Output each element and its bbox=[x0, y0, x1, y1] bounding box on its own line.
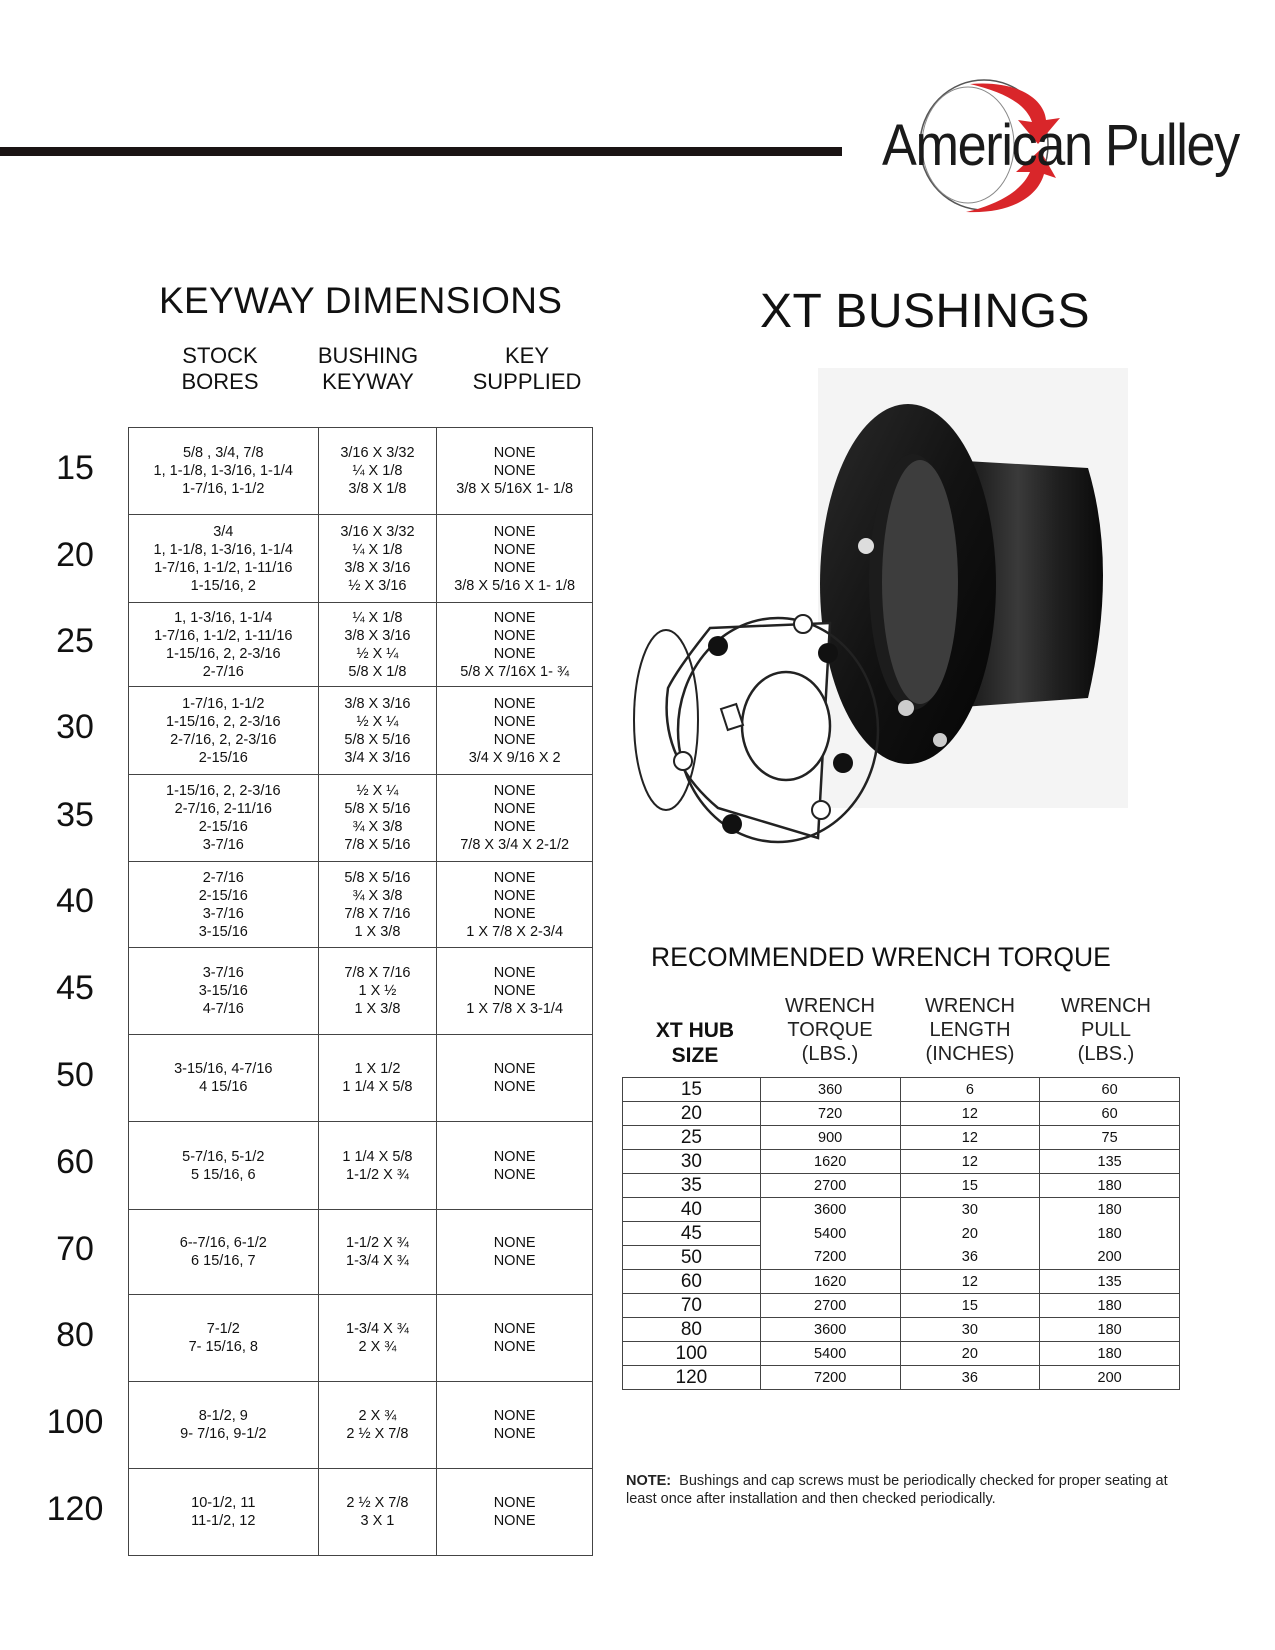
table-row bbox=[129, 515, 593, 603]
cell-line: NONE bbox=[493, 713, 536, 730]
cell-line: NONE bbox=[493, 1253, 536, 1269]
table-row bbox=[129, 1122, 593, 1210]
bushing-size-label: 60 bbox=[56, 1143, 94, 1181]
header-wrench-torque bbox=[770, 994, 890, 1066]
cell-line: NONE bbox=[493, 445, 536, 461]
brand-name: American Pulley bbox=[882, 113, 1239, 178]
bushing-keyway-cell bbox=[318, 1469, 437, 1556]
cell-line: 1-7/16, 1-1/2, 1-11/16 bbox=[154, 559, 293, 576]
table-row bbox=[623, 1318, 1180, 1342]
wrench-pull-cell: 180 bbox=[1040, 1198, 1180, 1222]
bushing-size-label: 80 bbox=[56, 1315, 94, 1354]
bushing-size-label: 45 bbox=[56, 968, 94, 1007]
hub-size-cell: 100 bbox=[623, 1342, 761, 1366]
torque-title: RECOMMENDED WRENCH TORQUE bbox=[651, 942, 1111, 972]
wrench-pull-cell: 135 bbox=[1040, 1270, 1180, 1294]
wrench-torque-cell: 1620 bbox=[760, 1150, 900, 1174]
torque-table bbox=[622, 1077, 1180, 1390]
stock-bores-cell bbox=[129, 1382, 319, 1469]
header-line: (LBS.) bbox=[801, 1043, 859, 1065]
cell-line: 3-7/16 bbox=[202, 905, 244, 922]
bushing-keyway-cell bbox=[318, 1382, 437, 1469]
table-row bbox=[129, 1210, 593, 1295]
wrench-torque-cell: 7200 bbox=[760, 1366, 900, 1390]
table-row bbox=[129, 603, 593, 687]
table-row bbox=[129, 1035, 593, 1122]
cell-line: 5-7/16, 5-1/2 bbox=[182, 1148, 265, 1165]
bushing-keyway-cell bbox=[318, 862, 437, 948]
wrench-torque-cell: 900 bbox=[760, 1126, 900, 1150]
cell-line: 3/4 X 9/16 X 2 bbox=[468, 749, 561, 766]
bushing-size-label: 50 bbox=[56, 1055, 94, 1094]
key-supplied-cell bbox=[437, 948, 593, 1035]
cell-line: NONE bbox=[493, 609, 536, 626]
wrench-pull-cell: 200 bbox=[1040, 1246, 1180, 1270]
key-supplied-cell bbox=[437, 428, 593, 515]
table-row bbox=[623, 1126, 1180, 1150]
cell-line: NONE bbox=[493, 1339, 536, 1355]
cell-line: ¾ X 3/8 bbox=[352, 887, 403, 904]
bushing-keyway-cell bbox=[318, 603, 437, 687]
xt-bushings-title: XT BUSHINGS bbox=[760, 285, 1091, 338]
cell-line: 3/8 X 3/16 bbox=[344, 695, 411, 712]
bushing-keyway-cell bbox=[318, 775, 437, 862]
cell-line: 1 X ½ bbox=[358, 983, 397, 999]
cell-line: 5 15/16, 6 bbox=[191, 1166, 256, 1183]
hub-size-cell: 50 bbox=[623, 1246, 761, 1270]
cell-line: 5/8 X 5/16 bbox=[344, 731, 411, 748]
bushing-size-label: 40 bbox=[56, 882, 94, 920]
cell-line: 3-7/16 bbox=[202, 837, 244, 853]
header-line: (LBS.) bbox=[1077, 1043, 1135, 1065]
wrench-length-cell: 36 bbox=[900, 1366, 1040, 1390]
wrench-torque-cell: 1620 bbox=[760, 1270, 900, 1294]
wrench-length-cell: 30 bbox=[900, 1198, 1040, 1222]
cell-line: 1-3/4 X ¾ bbox=[346, 1321, 409, 1337]
cell-line: 3/8 X 5/16X 1- 1/8 bbox=[456, 481, 574, 497]
table-row bbox=[623, 1150, 1180, 1174]
bushing-size-label: 100 bbox=[46, 1402, 104, 1441]
hub-size-cell: 20 bbox=[623, 1102, 761, 1126]
hub-size-cell: 70 bbox=[623, 1294, 761, 1318]
stock-bores-cell bbox=[129, 948, 319, 1035]
header-line: BORES bbox=[181, 369, 259, 394]
wrench-length-cell: 20 bbox=[900, 1342, 1040, 1366]
cell-line: 2-7/16 bbox=[202, 663, 244, 680]
key-supplied-cell bbox=[437, 1122, 593, 1210]
stock-bores-cell bbox=[129, 1210, 319, 1295]
header-wrench-length bbox=[910, 994, 1030, 1066]
bushing-keyway-cell bbox=[318, 1035, 437, 1122]
table-row bbox=[129, 1295, 593, 1382]
hub-size-cell: 25 bbox=[623, 1126, 761, 1150]
cell-line: NONE bbox=[493, 887, 536, 904]
header-line: WRENCH bbox=[785, 995, 875, 1017]
keyway-table bbox=[128, 427, 593, 1556]
cell-line: NONE bbox=[493, 965, 536, 981]
hub-size-cell: 30 bbox=[623, 1150, 761, 1174]
wrench-torque-cell: 360 bbox=[760, 1078, 900, 1102]
cell-line: NONE bbox=[493, 627, 536, 644]
cell-line: 1 X 7/8 X 2-3/4 bbox=[466, 923, 564, 940]
bushing-keyway-cell bbox=[318, 1210, 437, 1295]
cell-line: NONE bbox=[493, 731, 536, 748]
header-line: LENGTH bbox=[929, 1019, 1011, 1041]
wrench-length-cell: 20 bbox=[900, 1222, 1040, 1246]
table-row bbox=[623, 1222, 1180, 1246]
table-row bbox=[623, 1342, 1180, 1366]
cell-line: NONE bbox=[493, 645, 536, 662]
cell-line: NONE bbox=[493, 541, 536, 558]
cell-line: ½ X ¼ bbox=[356, 713, 399, 730]
cell-line: 5/8 , 3/4, 7/8 bbox=[182, 445, 264, 461]
cell-line: 3/4 X 3/16 bbox=[344, 749, 411, 766]
cell-line: 2-15/16 bbox=[198, 819, 248, 835]
keyway-title: KEYWAY DIMENSIONS bbox=[159, 280, 563, 321]
header-line: TORQUE bbox=[787, 1019, 873, 1041]
table-row bbox=[623, 1078, 1180, 1102]
cell-line: NONE bbox=[493, 1061, 536, 1077]
cell-line: NONE bbox=[493, 1235, 536, 1251]
cell-line: 3 X 1 bbox=[360, 1513, 395, 1529]
cell-line: 3/8 X 5/16 X 1- 1/8 bbox=[454, 577, 576, 594]
hub-size-cell: 45 bbox=[623, 1222, 761, 1246]
cell-line: 1 X 3/8 bbox=[354, 1001, 401, 1017]
cell-line: 1-15/16, 2 bbox=[190, 577, 256, 594]
cell-line: NONE bbox=[493, 983, 536, 999]
cell-line: 2-7/16, 2-11/16 bbox=[174, 801, 272, 817]
stock-bores-cell bbox=[129, 1295, 319, 1382]
wrench-length-cell: 12 bbox=[900, 1150, 1040, 1174]
header-line: WRENCH bbox=[925, 995, 1015, 1017]
stock-bores-cell bbox=[129, 1469, 319, 1556]
cell-line: NONE bbox=[493, 1426, 536, 1442]
cell-line: ¼ X 1/8 bbox=[352, 541, 403, 558]
cell-line: 7/8 X 7/16 bbox=[344, 905, 411, 922]
wrench-torque-cell: 3600 bbox=[760, 1318, 900, 1342]
table-row bbox=[129, 862, 593, 948]
cell-line: 1 X 1/2 bbox=[354, 1061, 401, 1077]
cell-line: 1-1/2 X ¾ bbox=[346, 1166, 409, 1183]
stock-bores-cell bbox=[129, 603, 319, 687]
cell-line: 5/8 X 7/16X 1- ¾ bbox=[460, 663, 570, 680]
wrench-torque-cell: 5400 bbox=[760, 1342, 900, 1366]
cell-line: 8-1/2, 9 bbox=[198, 1408, 248, 1424]
cell-line: NONE bbox=[493, 1408, 536, 1424]
cell-line: 2 X ¾ bbox=[358, 1339, 397, 1355]
wrench-length-cell: 36 bbox=[900, 1246, 1040, 1270]
bushing-size-label: 20 bbox=[56, 536, 94, 574]
cell-line: 1-7/16, 1-1/2 bbox=[182, 695, 265, 712]
table-row bbox=[623, 1174, 1180, 1198]
cell-line: 2-7/16 bbox=[202, 869, 244, 886]
cell-line: ¼ X 1/8 bbox=[352, 609, 403, 626]
wrench-length-cell: 15 bbox=[900, 1174, 1040, 1198]
cell-line: NONE bbox=[493, 463, 536, 479]
header-line: PULL bbox=[1080, 1019, 1132, 1041]
header-stock-bores bbox=[160, 343, 280, 395]
cell-line: 3-15/16 bbox=[198, 923, 248, 940]
wrench-torque-cell: 2700 bbox=[760, 1174, 900, 1198]
cell-line: 1 X 7/8 X 3-1/4 bbox=[466, 1001, 564, 1017]
wrench-length-cell: 12 bbox=[900, 1270, 1040, 1294]
cell-line: 7/8 X 5/16 bbox=[344, 837, 411, 853]
bushing-size-label: 120 bbox=[46, 1489, 104, 1528]
bushing-size-label: 70 bbox=[56, 1229, 94, 1268]
wrench-length-cell: 12 bbox=[900, 1126, 1040, 1150]
cell-line: 2 ½ X 7/8 bbox=[346, 1426, 409, 1442]
hub-size-cell: 40 bbox=[623, 1198, 761, 1222]
cell-line: 1 1/4 X 5/8 bbox=[342, 1079, 413, 1095]
wrench-torque-cell: 720 bbox=[760, 1102, 900, 1126]
cell-line: NONE bbox=[493, 801, 536, 817]
wrench-torque-cell: 3600 bbox=[760, 1198, 900, 1222]
cell-line: 2 ½ X 7/8 bbox=[346, 1495, 409, 1511]
cell-line: 5/8 X 5/16 bbox=[344, 801, 411, 817]
wrench-pull-cell: 180 bbox=[1040, 1222, 1180, 1246]
table-row bbox=[129, 428, 593, 515]
header-line: WRENCH bbox=[1061, 995, 1151, 1017]
cell-line: 1 X 3/8 bbox=[354, 923, 401, 940]
cell-line: 4 15/16 bbox=[199, 1079, 248, 1095]
key-supplied-cell bbox=[437, 687, 593, 775]
wrench-pull-cell: 180 bbox=[1040, 1342, 1180, 1366]
cell-line: 1-15/16, 2, 2-3/16 bbox=[166, 645, 281, 662]
wrench-pull-cell: 180 bbox=[1040, 1294, 1180, 1318]
cell-line: ¾ X 3/8 bbox=[352, 819, 403, 835]
wrench-torque-cell: 5400 bbox=[760, 1222, 900, 1246]
stock-bores-cell bbox=[129, 1122, 319, 1210]
cell-line: NONE bbox=[493, 695, 536, 712]
header-line: KEYWAY bbox=[322, 369, 414, 394]
header-key-supplied bbox=[462, 343, 592, 395]
cell-line: ¼ X 1/8 bbox=[352, 463, 403, 479]
table-row bbox=[129, 1382, 593, 1469]
cell-line: 5/8 X 1/8 bbox=[348, 663, 407, 680]
cell-line: 3/8 X 3/16 bbox=[344, 627, 411, 644]
maintenance-note bbox=[626, 1472, 1186, 1508]
table-row bbox=[623, 1294, 1180, 1318]
cell-line: 3-15/16, 4-7/16 bbox=[174, 1061, 273, 1077]
cell-line: 7- 15/16, 8 bbox=[188, 1339, 258, 1355]
bushing-keyway-cell bbox=[318, 1122, 437, 1210]
stock-bores-cell bbox=[129, 515, 319, 603]
hub-size-cell: 35 bbox=[623, 1174, 761, 1198]
cell-line: 1-7/16, 1-1/2 bbox=[182, 481, 265, 497]
cell-line: 1-7/16, 1-1/2, 1-11/16 bbox=[154, 627, 293, 644]
cell-line: NONE bbox=[493, 783, 536, 799]
bushing-keyway-cell bbox=[318, 1295, 437, 1382]
cell-line: 1-1/2 X ¾ bbox=[346, 1235, 409, 1251]
key-supplied-cell bbox=[437, 1382, 593, 1469]
wrench-pull-cell: 60 bbox=[1040, 1078, 1180, 1102]
cell-line: 2 X ¾ bbox=[358, 1408, 397, 1424]
cell-line: 7/8 X 3/4 X 2-1/2 bbox=[460, 837, 570, 853]
wrench-pull-cell: 200 bbox=[1040, 1366, 1180, 1390]
cell-line: NONE bbox=[493, 1513, 536, 1529]
table-row bbox=[623, 1102, 1180, 1126]
note-label: NOTE: bbox=[626, 1473, 672, 1489]
hub-size-cell: 15 bbox=[623, 1078, 761, 1102]
header-hub-size bbox=[650, 1018, 740, 1068]
wrench-pull-cell: 135 bbox=[1040, 1150, 1180, 1174]
wrench-pull-cell: 75 bbox=[1040, 1126, 1180, 1150]
cell-line: 6 15/16, 7 bbox=[191, 1253, 256, 1269]
cell-line: NONE bbox=[493, 869, 536, 886]
cell-line: 2-15/16 bbox=[198, 887, 248, 904]
bushing-size-label: 15 bbox=[56, 448, 94, 487]
header-line: BUSHING bbox=[317, 343, 419, 368]
header-line: SIZE bbox=[671, 1044, 719, 1067]
key-supplied-cell bbox=[437, 1295, 593, 1382]
key-supplied-cell bbox=[437, 515, 593, 603]
note-text: Bushings and cap screws must be periodically checked for proper seating at least once after installation and then checked periodically. bbox=[626, 1473, 1168, 1507]
stock-bores-cell bbox=[129, 428, 319, 515]
stock-bores-cell bbox=[129, 775, 319, 862]
key-supplied-cell bbox=[437, 1210, 593, 1295]
wrench-length-cell: 30 bbox=[900, 1318, 1040, 1342]
cell-line: 2-15/16 bbox=[198, 749, 248, 766]
cell-line: 4-7/16 bbox=[202, 1001, 244, 1017]
bushing-keyway-cell bbox=[318, 948, 437, 1035]
cell-line: 1, 1-1/8, 1-3/16, 1-1/4 bbox=[153, 463, 293, 479]
cell-line: 6--7/16, 6-1/2 bbox=[179, 1235, 267, 1251]
key-supplied-cell bbox=[437, 862, 593, 948]
bushing-keyway-cell bbox=[318, 687, 437, 775]
table-row bbox=[623, 1366, 1180, 1390]
header-line: XT HUB bbox=[655, 1019, 735, 1042]
key-supplied-cell bbox=[437, 603, 593, 687]
american-pulley-logo bbox=[866, 78, 1239, 228]
cell-line: 9- 7/16, 9-1/2 bbox=[180, 1426, 267, 1442]
table-row bbox=[623, 1270, 1180, 1294]
cell-line: 3/4 bbox=[213, 523, 234, 540]
hub-size-cell: 120 bbox=[623, 1366, 761, 1390]
key-supplied-cell bbox=[437, 775, 593, 862]
cell-line: NONE bbox=[493, 559, 536, 576]
bushing-size-label: 35 bbox=[56, 795, 94, 834]
cell-line: 1-15/16, 2, 2-3/16 bbox=[166, 713, 281, 730]
wrench-torque-cell: 2700 bbox=[760, 1294, 900, 1318]
stock-bores-cell bbox=[129, 687, 319, 775]
cell-line: 1-3/4 X ¾ bbox=[346, 1253, 409, 1269]
cell-line: 1-15/16, 2, 2-3/16 bbox=[166, 783, 281, 799]
cell-line: 11-1/2, 12 bbox=[191, 1513, 256, 1529]
table-row bbox=[129, 1469, 593, 1556]
cell-line: 3/8 X 3/16 bbox=[344, 559, 411, 576]
cell-line: NONE bbox=[493, 1495, 536, 1511]
cell-line: 5/8 X 5/16 bbox=[344, 869, 411, 886]
bushing-keyway-cell bbox=[318, 515, 437, 603]
bushing-size-label: 25 bbox=[56, 622, 94, 660]
cell-line: ½ X ¼ bbox=[356, 645, 399, 662]
cell-line: 10-1/2, 11 bbox=[191, 1495, 256, 1511]
wrench-torque-cell: 7200 bbox=[760, 1246, 900, 1270]
bushing-keyway-cell bbox=[318, 428, 437, 515]
key-supplied-cell bbox=[437, 1469, 593, 1556]
cell-line: 3-7/16 bbox=[202, 965, 244, 981]
cell-line: 3/16 X 3/32 bbox=[340, 523, 415, 540]
wrench-pull-cell: 60 bbox=[1040, 1102, 1180, 1126]
header-line: (INCHES) bbox=[925, 1043, 1015, 1065]
header-bushing-keyway bbox=[308, 343, 428, 395]
cell-line: ½ X ¼ bbox=[356, 783, 399, 799]
wrench-length-cell: 15 bbox=[900, 1294, 1040, 1318]
xt-bushing-illustration bbox=[618, 368, 1138, 878]
cell-line: NONE bbox=[493, 523, 536, 540]
wrench-length-cell: 12 bbox=[900, 1102, 1040, 1126]
cell-line: 7/8 X 7/16 bbox=[344, 965, 411, 981]
hub-size-cell: 60 bbox=[623, 1270, 761, 1294]
bushing-size-label: 30 bbox=[56, 708, 94, 746]
cell-line: NONE bbox=[493, 1166, 536, 1183]
table-row bbox=[623, 1246, 1180, 1270]
stock-bores-cell bbox=[129, 1035, 319, 1122]
cell-line: 3/8 X 1/8 bbox=[348, 481, 407, 497]
cell-line: 1, 1-3/16, 1-1/4 bbox=[174, 609, 273, 626]
wrench-pull-cell: 180 bbox=[1040, 1318, 1180, 1342]
cell-line: NONE bbox=[493, 1321, 536, 1337]
key-supplied-cell bbox=[437, 1035, 593, 1122]
cell-line: 3-15/16 bbox=[198, 983, 248, 999]
cell-line: NONE bbox=[493, 819, 536, 835]
stock-bores-cell bbox=[129, 862, 319, 948]
hub-size-cell: 80 bbox=[623, 1318, 761, 1342]
cell-line: NONE bbox=[493, 905, 536, 922]
cell-line: 7-1/2 bbox=[206, 1321, 240, 1337]
table-row bbox=[129, 687, 593, 775]
wrench-length-cell: 6 bbox=[900, 1078, 1040, 1102]
table-row bbox=[623, 1198, 1180, 1222]
header-line: SUPPLIED bbox=[472, 369, 582, 394]
cell-line: NONE bbox=[493, 1079, 536, 1095]
wrench-pull-cell: 180 bbox=[1040, 1174, 1180, 1198]
header-wrench-pull bbox=[1046, 994, 1166, 1066]
cell-line: 1, 1-1/8, 1-3/16, 1-1/4 bbox=[153, 541, 293, 558]
header-line: STOCK bbox=[182, 343, 258, 368]
table-row bbox=[129, 775, 593, 862]
cell-line: NONE bbox=[493, 1148, 536, 1165]
cell-line: 1 1/4 X 5/8 bbox=[342, 1148, 413, 1165]
cell-line: 3/16 X 3/32 bbox=[340, 445, 415, 461]
header-rule bbox=[0, 147, 842, 156]
cell-line: 2-7/16, 2, 2-3/16 bbox=[170, 731, 277, 748]
cell-line: ½ X 3/16 bbox=[348, 577, 407, 594]
header-line: KEY bbox=[504, 343, 550, 368]
table-row bbox=[129, 948, 593, 1035]
